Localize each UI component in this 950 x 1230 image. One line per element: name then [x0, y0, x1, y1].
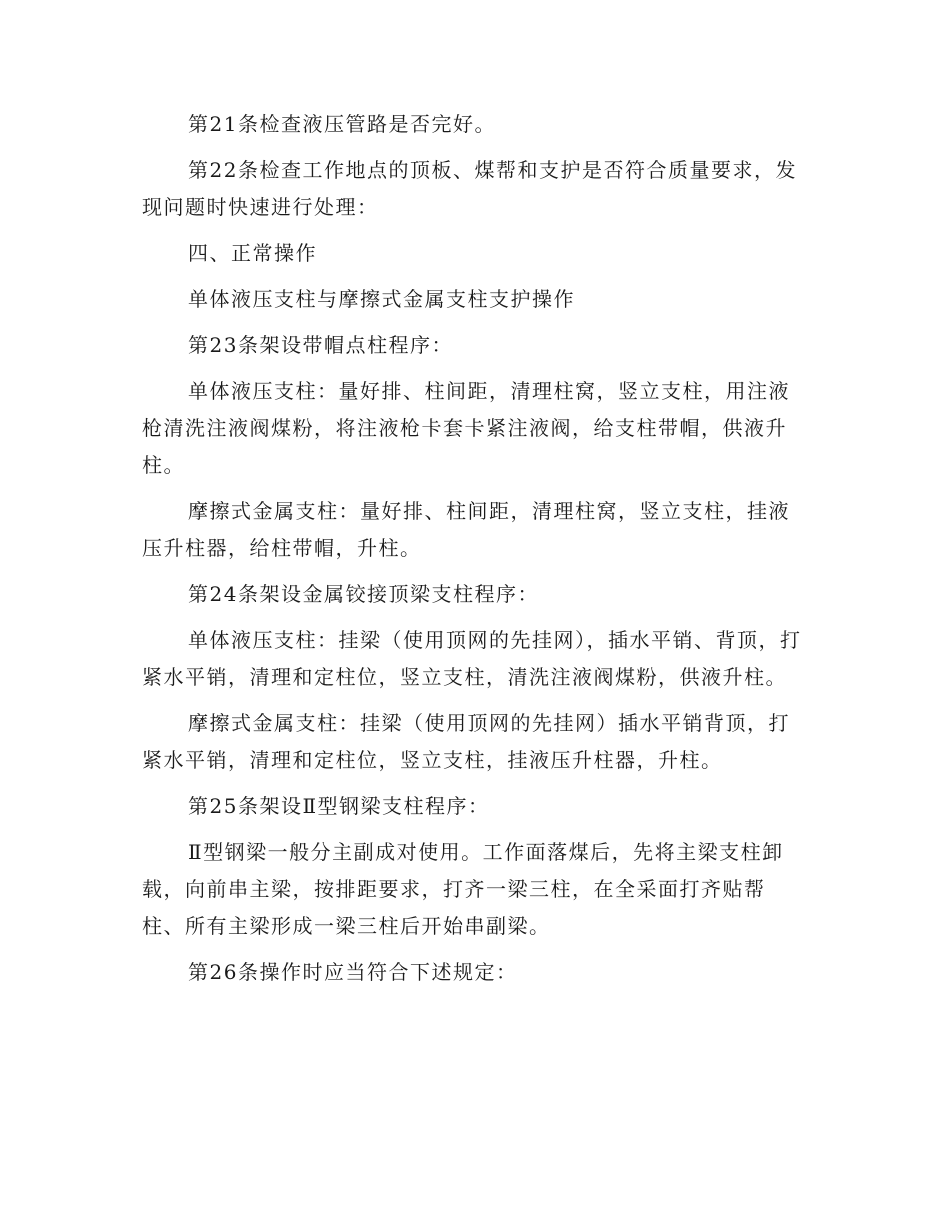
paragraph-article-22: 第22条检查工作地点的顶板、煤帮和支护是否符合质量要求，发现问题时快速进行处理：	[142, 158, 797, 219]
paragraph-article-26: 第26条操作时应当符合下述规定：	[188, 960, 518, 984]
paragraph-article-25: 第25条架设Ⅱ型钢梁支柱程序：	[188, 794, 490, 818]
paragraph-article-21: 第21条检查液压管路是否完好。	[188, 112, 496, 136]
paragraph-article-23: 第23条架设带帽点柱程序：	[188, 333, 453, 357]
paragraph-hydraulic-prop-procedure: 单体液压支柱：量好排、柱间距，清理柱窝，竖立支柱，用注液枪清洗注液阀煤粉，将注液枪卡套卡紧注液阀，给支柱带帽，供液升柱。	[142, 379, 790, 477]
paragraph-steel-beam-procedure: Ⅱ型钢梁一般分主副成对使用。工作面落煤后，先将主梁支柱卸载，向前串主梁，按排距要求，打齐一梁三柱，在全采面打齐贴帮柱、所有主梁形成一梁三柱后开始串副梁。	[142, 840, 784, 938]
section-heading-normal-operation: 四、正常操作	[188, 241, 317, 265]
paragraph-friction-beam-procedure: 摩擦式金属支柱：挂梁（使用顶网的先挂网）插水平销背顶，打紧水平销，清理和定柱位，竖立支柱，挂液压升柱器，升柱。	[142, 711, 790, 772]
paragraph-hydraulic-beam-procedure: 单体液压支柱：挂梁（使用顶网的先挂网），插水平销、背顶，打紧水平销，清理和定柱位，竖立支柱，清洗注液阀煤粉，供液升柱。	[142, 628, 802, 689]
subsection-heading-support-operation: 单体液压支柱与摩擦式金属支柱支护操作	[188, 287, 575, 311]
document-body	[142, 106, 804, 1000]
paragraph-friction-prop-procedure: 摩擦式金属支柱：量好排、柱间距，清理柱窝，竖立支柱，挂液压升柱器，给柱带帽，升柱。	[142, 499, 790, 560]
paragraph-article-24: 第24条架设金属铰接顶梁支柱程序：	[188, 582, 539, 606]
